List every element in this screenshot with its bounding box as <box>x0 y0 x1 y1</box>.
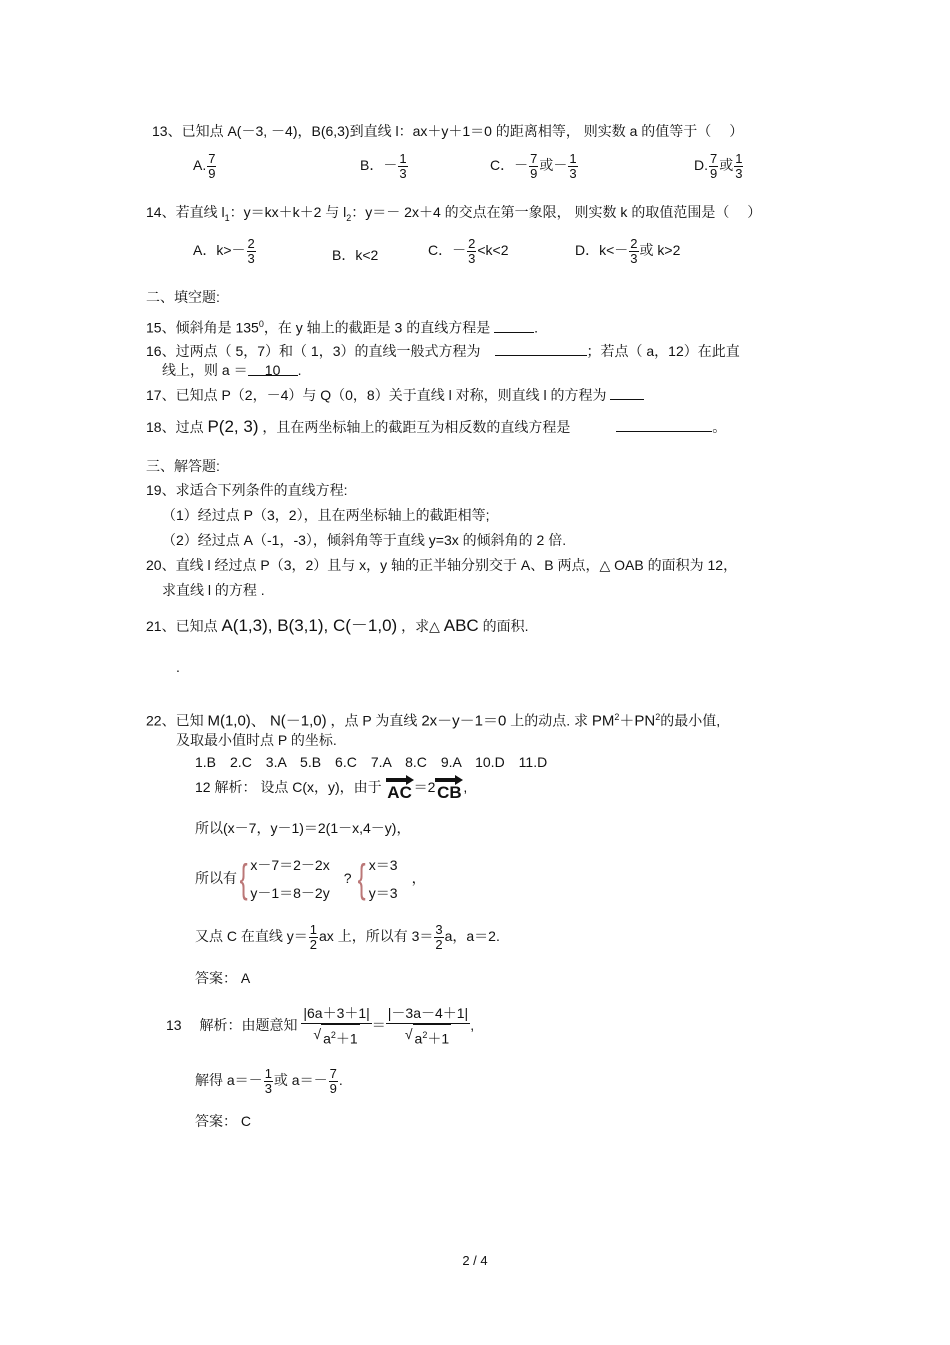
section-fill-blank-heading: 二、填空题: <box>146 289 220 305</box>
solution-12-line1: 12 解析： 设点 C(x，y)，由于 AC ＝2 CB , <box>195 772 467 802</box>
question-20-line1: 20、直线 l 经过点 P（3，2）且与 x，y 轴的正半轴分别交于 A、B 两点，△ OAB 的面积为 12， <box>146 557 738 573</box>
vector-arrow-icon <box>435 776 463 784</box>
question-19-part2: （2）经过点 A（-1，-3），倾斜角等于直线 y=3x 的倾斜角的 2 倍. <box>162 532 567 548</box>
answer-key: 1.B 2.C 3.A 5.B 6.C 7.A 8.C 9.A 10.D 11.D <box>195 754 548 770</box>
section-answer-heading: 三、解答题: <box>146 458 220 474</box>
q13-option-c: C．－ $\frac{7}{9}$ 或－ $\frac{1}{3}$ <box>490 151 577 181</box>
q14-option-d: D．k<－ $\frac{2}{3}$ 或 k>2 <box>575 236 681 266</box>
solution-12-line4: 又点 C 在直线 y＝ $\frac{1}{2}$ ax 上，所以有 3＝ $\frac{3}{2}$ a，a＝2. <box>195 921 500 952</box>
question-17: 17、已知点 P（2，－4）与 Q（0，8）关于直线 l 对称，则直线 l 的方程为 <box>146 385 644 404</box>
question-13-stem: 13、已知点 A(－3, －4)，B(6,3)到直线 l：ax＋y＋1＝0 的距离相等， 则实数 a 的值等于（ ） <box>152 123 744 139</box>
q13-option-d: D. $\frac{7}{9}$ 或 $\frac{1}{3}$ <box>694 151 743 181</box>
left-brace-icon: { <box>239 857 248 902</box>
sqrt-icon: √ <box>313 1026 322 1043</box>
question-19-part1: （1）经过点 P（3，2），且在两坐标轴上的截距相等; <box>162 507 490 523</box>
question-18: 18、过点 P(2, 3) ，且在两坐标轴上的截距互为相反数的直线方程是 。 <box>146 417 727 436</box>
vector-cb: CB <box>435 776 463 802</box>
solution-12-answer: 答案： A <box>195 970 251 986</box>
vector-ac: AC <box>386 776 414 802</box>
question-16-line2: 线上，则 a ＝ 10 . <box>162 362 302 378</box>
question-16-line1: 16、过两点（ 5，7）和（ 1，3）的直线一般式方程为 ；若点（ a，12）在此直 <box>146 343 740 359</box>
q14-option-c: C．－ $\frac{2}{3}$ <k<2 <box>428 236 509 266</box>
question-22-line2: 及取最小值时点 P 的坐标. <box>176 732 337 748</box>
left-brace-icon: { <box>358 857 367 902</box>
question-14-stem: 14、若直线 $l_1$：y＝kx＋k＋2 与 $l_2$：y＝－ 2x＋4 的交点在第一象限， 则实数 k 的取值范围是（ ） <box>146 204 762 223</box>
vector-arrow-icon <box>386 776 414 784</box>
question-20-line2: 求直线 l 的方程 . <box>162 582 265 598</box>
question-22-line1: 22、已知 M(1,0)、 N(－1,0) ，点 P 为直线 2x－y－1＝0 上的动点. 求 $PM^2+PN^2$的最小值, <box>146 712 721 730</box>
q13-option-a: A. $\frac{7}{9}$ <box>193 151 216 181</box>
sqrt-icon: √ <box>404 1026 413 1043</box>
solution-13-line1: 13 解析：由题意知 |6a＋3＋1| √ $a^2+1$ ＝ |－3a－4＋1| √ $a^2+1$ , <box>166 1005 475 1048</box>
solution-12-system: 所以有{ x－7＝2－2x y－1＝8－2y ? { x＝3 y＝3 ， <box>195 857 426 902</box>
q13-option-b: B．－ $\frac{1}{3}$ <box>360 151 407 181</box>
page-number: 2 / 4 <box>462 1253 488 1268</box>
question-21: 21、已知点 A(1,3), B(3,1), C(－1,0) ，求△ ABC 的面积. <box>146 616 529 635</box>
solution-13-answer: 答案： C <box>195 1113 251 1129</box>
question-15: 15、倾斜角是 $135^0$，在 y 轴上的截距是 3 的直线方程是 . <box>146 319 538 336</box>
solution-12-line2: 所以(x－7，y－1)＝2(1－x,4－y)， <box>195 820 411 836</box>
question-19-stem: 19、求适合下列条件的直线方程: <box>146 482 348 498</box>
question-21-dot: . <box>176 659 180 675</box>
solution-13-line2: 解得 a＝－ $\frac{1}{3}$ 或 a＝－ $\frac{7}{9}$ . <box>195 1065 343 1096</box>
q14-option-a: A．k>－ $\frac{2}{3}$ <box>193 236 255 266</box>
q14-option-b: B．k<2 <box>332 247 379 263</box>
